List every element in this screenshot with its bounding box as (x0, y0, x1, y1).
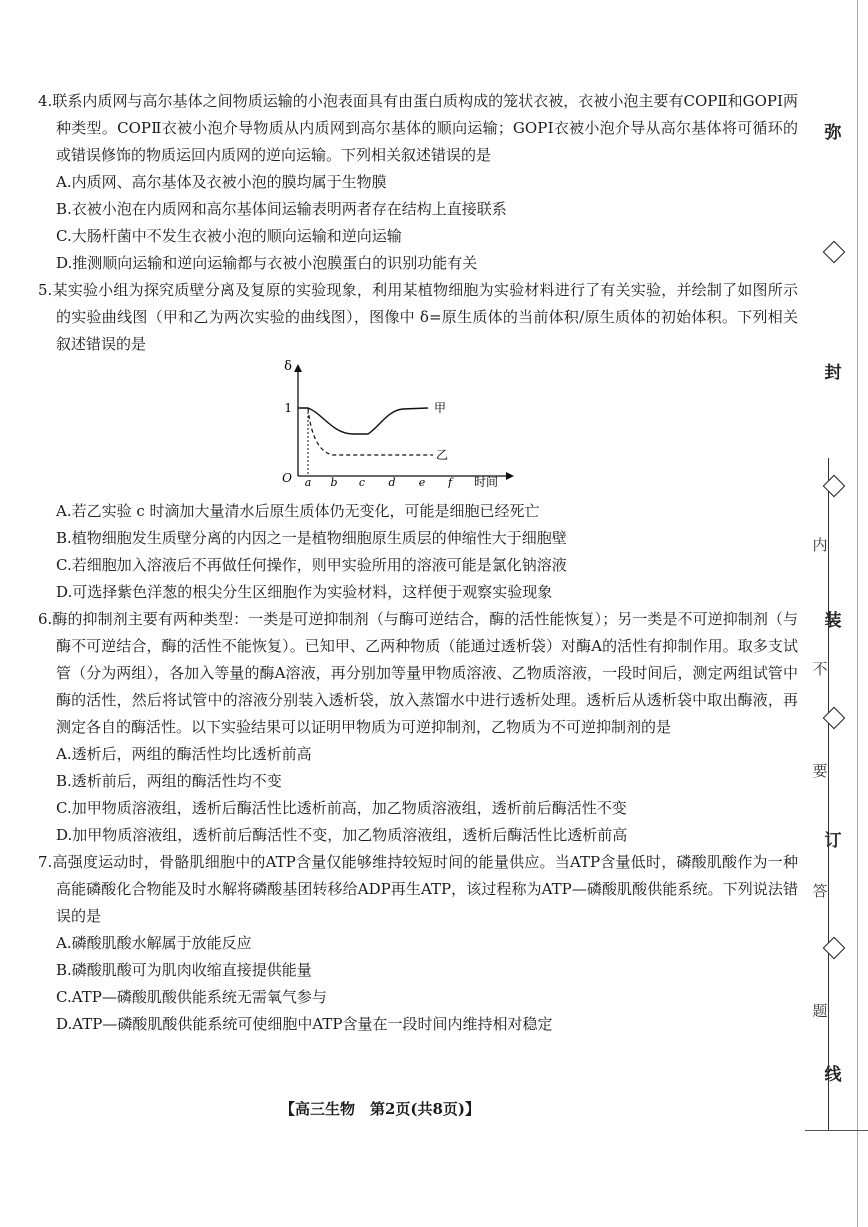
curve-graph (278, 358, 518, 488)
volume-ratio-figure (38, 358, 798, 498)
binding-char-zhuang: 装 (824, 611, 842, 631)
side-note-bu: 不 (812, 660, 828, 678)
option-c: C.若细胞加入溶液后不再做任何操作，则甲实验所用的溶液可能是氯化钠溶液 (56, 556, 567, 574)
side-note-nei: 内 (812, 536, 828, 554)
option-d: D.ATP—磷酸肌酸供能系统可使细胞中ATP含量在一段时间内维持相对稳定 (56, 1015, 553, 1033)
option-c: C.加甲物质溶液组，透析后酶活性比透析前高，加乙物质溶液组，透析前后酶活性不变 (56, 799, 627, 817)
diamond-icon (823, 241, 846, 264)
option-a: A.若乙实验 c 时滴加大量清水后原生质体仍无变化，可能是细胞已经死亡 (56, 502, 540, 520)
x-tick-f: f (447, 476, 453, 488)
series-label-yi: 乙 (436, 448, 449, 462)
option-a: A.内质网、高尔基体及衣被小泡的膜均属于生物膜 (56, 173, 387, 191)
option-a: A.透析后，两组的酶活性均比透析前高 (56, 745, 312, 763)
option-b: B.衣被小泡在内质网和高尔基体间运输表明两者存在结构上直接联系 (56, 200, 507, 218)
option-b: B.磷酸肌酸可为肌肉收缩直接提供能量 (56, 961, 312, 979)
diamond-icon (823, 475, 846, 498)
x-axis-arrow (506, 472, 514, 480)
side-note-ti: 题 (812, 1002, 828, 1020)
x-tick-d: d (388, 476, 396, 488)
side-note-yao: 要 (812, 762, 828, 780)
side-note-da: 答 (812, 882, 828, 900)
series-label-jia: 甲 (434, 401, 447, 415)
question-stem: 5.某实验小组为探究质壁分离及复原的实验现象，利用某植物细胞为实验材料进行了有关实验，并绘制了如图所示的实验曲线图（甲和乙为两次实验的曲线图），图像中 δ=原生质体的当前体积/原生质体的初始体积。下列相关叙述错误的是 (38, 281, 798, 353)
x-axis-label: 时间 (474, 475, 499, 488)
option-c: C.ATP—磷酸肌酸供能系统无需氧气参与 (56, 988, 327, 1006)
option-d: D.推测顺向运输和逆向运输都与衣被小泡膜蛋白的识别功能有关 (56, 254, 478, 272)
binding-char-ding: 订 (824, 831, 842, 851)
x-tick-c: c (358, 476, 366, 488)
question-content (38, 88, 798, 1038)
question-4 (38, 88, 798, 277)
question-stem: 4.联系内质网与高尔基体之间物质运输的小泡表面具有由蛋白质构成的笼状衣被，衣被小泡主要有COPⅡ和GOPⅠ两种类型。COPⅡ衣被小泡介导物质从内质网到高尔基体的顺向运输；GOPⅠ衣被小泡介导从高尔基体将可循环的或错误修饰的物质运回内质网的逆向运输。下列相关叙述错误的是 (38, 92, 798, 164)
option-b: B.植物细胞发生质壁分离的内因之一是植物细胞原生质层的伸缩性大于细胞壁 (56, 529, 567, 547)
curve-jia (298, 408, 428, 434)
question-6 (38, 606, 798, 849)
x-tick-b: b (330, 476, 338, 488)
y-tick-1: 1 (284, 401, 292, 415)
option-d: D.加甲物质溶液组，透析前后酶活性不变，加乙物质溶液组，透析后酶活性比透析前高 (56, 826, 628, 844)
page-footer: 【高三生物 第2页(共8页)】 (279, 1100, 481, 1118)
binding-char-feng: 封 (824, 363, 842, 383)
question-5 (38, 277, 798, 606)
binding-char-xian: 线 (824, 1065, 842, 1085)
origin-label: O (282, 471, 292, 485)
diamond-icon (823, 707, 846, 730)
option-a: A.磷酸肌酸水解属于放能反应 (56, 934, 252, 952)
option-b: B.透析前后，两组的酶活性均不变 (56, 772, 282, 790)
binding-bottom-rule (805, 1130, 868, 1131)
x-tick-e: e (418, 476, 426, 488)
option-d: D.可选择紫色洋葱的根尖分生区细胞作为实验材料，这样便于观察实验现象 (56, 583, 553, 601)
y-axis-arrow (294, 364, 302, 372)
diamond-icon (823, 937, 846, 960)
binding-line (828, 458, 829, 1130)
question-7 (38, 849, 798, 1038)
option-c: C.大肠杆菌中不发生衣被小泡的顺向运输和逆向运输 (56, 227, 402, 245)
question-stem: 7.高强度运动时，骨骼肌细胞中的ATP含量仅能够维持较短时间的能量供应。当ATP含量低时，磷酸肌酸作为一种高能磷酸化合物能及时水解将磷酸基团转移给ADP再生ATP，该过程称为ATP—磷酸肌酸供能系统。下列说法错误的是 (38, 853, 798, 925)
binding-char-mi: 弥 (824, 123, 842, 143)
x-tick-a: a (304, 476, 312, 488)
question-stem: 6.酶的抑制剂主要有两种类型：一类是可逆抑制剂（与酶可逆结合，酶的活性能恢复）；另一类是不可逆抑制剂（与酶不可逆结合，酶的活性不能恢复）。已知甲、乙两种物质（能通过透析袋）对酶A的活性有抑制作用。取多支试管（分为两组），各加入等量的酶A溶液，再分别加等量甲物质溶液、乙物质溶液，一段时间后，测定两组试管中酶的活性，然后将试管中的溶液分别装入透析袋，放入蒸馏水中进行透析处理。透析后从透析袋中取出酶液，再测定各自的酶活性。以下实验结果可以证明甲物质为可逆抑制剂，乙物质为不可逆抑制剂的是 (38, 610, 798, 736)
page-edge-rule (857, 0, 858, 1227)
y-axis-label: δ (284, 359, 292, 374)
